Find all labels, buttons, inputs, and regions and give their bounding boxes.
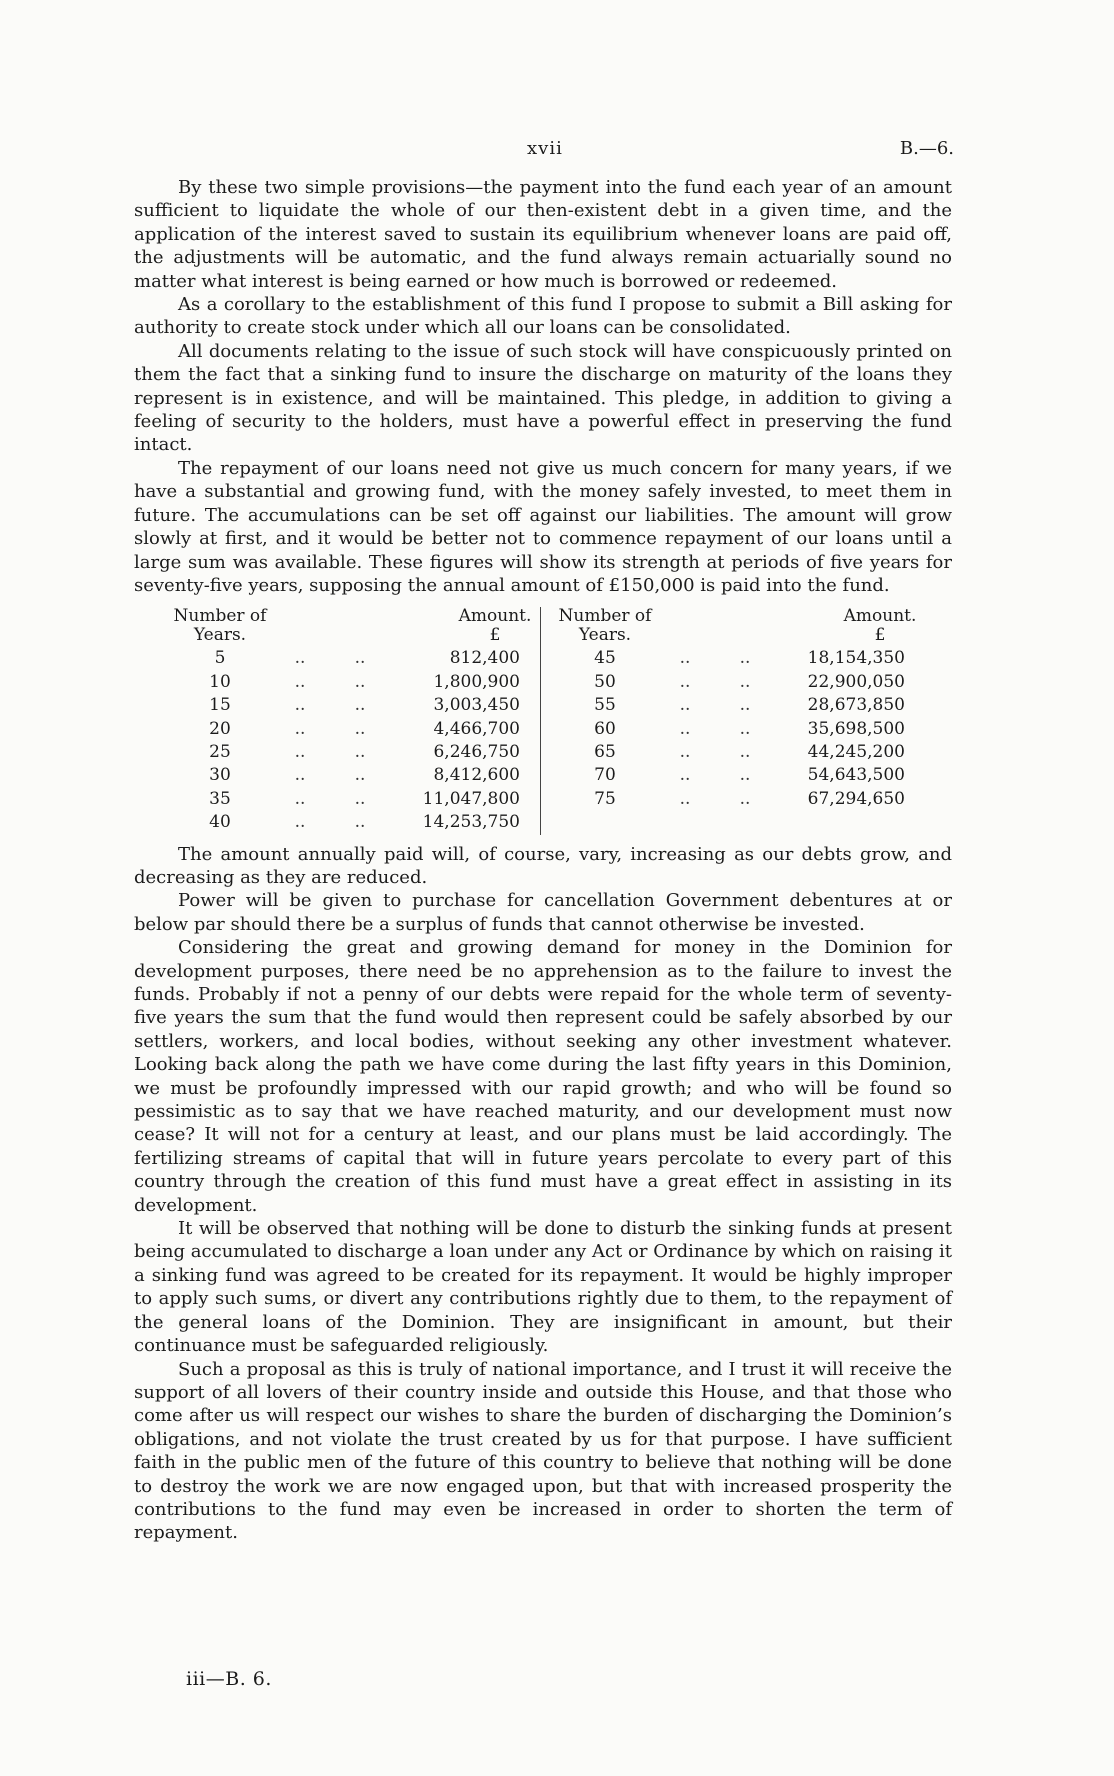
table-row — [555, 764, 925, 787]
fund-growth-table — [170, 607, 940, 834]
amount-cell: 35,698,500 — [807, 718, 905, 739]
leader-dot: .. — [354, 695, 366, 716]
paragraph: Such a proposal as this is truly of national importance, and I trust it will receive the support of all lovers of their country inside and outside this House, and that those who come after us will respect our wishes to share the burden of discharging the Dominion’s obligations, and not violate the trust created by us for that purpose. I have sufficient faith in the public men of the future of this country to believe that nothing will be done to destroy the work we are now engaged upon, but that with increased prosperity the contributions to the fund may even be increased in order to shorten the term of repayment. — [134, 1358, 952, 1544]
leader-dot: .. — [679, 671, 691, 692]
table-row — [555, 741, 925, 764]
years-cell: 70 — [594, 765, 616, 786]
paragraph: The repayment of our loans need not give us much concern for many years, if we have a substantial and growing fund, with the money safely invested, to meet them in future. The accumulations can be set off against our liabilities. The amount will grow slowly at first, and it would be better not to commence repayment of our loans until a large sum was available. These figures will show its strength at periods of five years for seventy-five years, supposing the annual amount of £150,000 is paid into the fund. — [134, 457, 952, 596]
years-cell: 75 — [594, 788, 616, 809]
paragraph: By these two simple provisions—the payment into the fund each year of an amount sufficient to liquidate the whole of our then-existent debt in a given time, and the application of the interest saved to sustain its equilibrium whenever loans are paid off, the adjustments will be automatic, and the fund always remain actuarially sound no matter what interest is being earned or how much is borrowed or redeemed. — [134, 177, 952, 292]
years-cell: 15 — [209, 695, 231, 716]
leader-dots — [270, 741, 390, 764]
paragraph: Power will be given to purchase for cancellation Government debentures at or below par should there be a surplus of funds that cannot otherwise be invested. — [134, 890, 952, 935]
years-cell: 65 — [594, 741, 616, 762]
leader-dot: .. — [354, 812, 366, 833]
years-cell: 10 — [209, 671, 231, 692]
leader-dot: .. — [739, 718, 751, 739]
table-row — [170, 811, 540, 834]
table-row — [170, 741, 540, 764]
leader-dot: .. — [294, 741, 306, 762]
header-years: Number of — [173, 606, 267, 627]
leader-dot: .. — [294, 695, 306, 716]
amount-cell: 54,643,500 — [807, 765, 905, 786]
leader-dot: .. — [679, 741, 691, 762]
table-left-column — [170, 607, 540, 834]
years-cell: 40 — [209, 812, 231, 833]
leader-dot: .. — [294, 812, 306, 833]
leader-dots — [270, 788, 390, 811]
page-header — [0, 138, 1114, 162]
amount-cell: 44,245,200 — [807, 741, 905, 762]
table-header — [170, 607, 540, 645]
footer-signature: iii—B. 6. — [186, 1668, 272, 1690]
leader-dot: .. — [354, 765, 366, 786]
amount-cell: 22,900,050 — [807, 671, 905, 692]
leader-dot: .. — [739, 765, 751, 786]
header-amount-sub: £ — [874, 625, 886, 646]
header-years-sub: Years. — [578, 625, 632, 646]
leader-dot: .. — [679, 765, 691, 786]
header-amount: Amount. — [843, 606, 917, 627]
amount-cell: 18,154,350 — [807, 648, 905, 669]
table-row — [555, 718, 925, 741]
table-rows-right — [555, 647, 925, 811]
leader-dot: .. — [739, 671, 751, 692]
amount-cell: 11,047,800 — [422, 788, 520, 809]
document-reference: B.—6. — [899, 138, 954, 159]
amount-cell: 8,412,600 — [433, 765, 520, 786]
leader-dots — [655, 694, 775, 717]
years-cell: 30 — [209, 765, 231, 786]
table-right-column — [540, 607, 925, 834]
leader-dots — [655, 647, 775, 670]
table-row — [555, 694, 925, 717]
amount-cell: 14,253,750 — [422, 812, 520, 833]
header-years-sub: Years. — [193, 625, 247, 646]
leader-dot: .. — [294, 765, 306, 786]
table-row — [555, 671, 925, 694]
amount-cell: 812,400 — [449, 648, 520, 669]
years-cell: 20 — [209, 718, 231, 739]
document-body — [134, 176, 952, 1545]
leader-dot: .. — [739, 741, 751, 762]
amount-cell: 28,673,850 — [807, 695, 905, 716]
leader-dot: .. — [294, 788, 306, 809]
table-row — [555, 647, 925, 670]
paragraph: All documents relating to the issue of such stock will have conspicuously printed on them the fact that a sinking fund to insure the discharge on maturity of the loans they represent is in existence, and will be maintained. This pledge, in addition to giving a feeling of security to the holders, must have a powerful effect in preserving the fund intact. — [134, 340, 952, 456]
leader-dot: .. — [679, 788, 691, 809]
leader-dot: .. — [294, 718, 306, 739]
years-cell: 50 — [594, 671, 616, 692]
leader-dot: .. — [679, 648, 691, 669]
header-amount: Amount. — [458, 606, 532, 627]
leader-dot: .. — [354, 741, 366, 762]
leader-dot: .. — [679, 695, 691, 716]
leader-dots — [655, 788, 775, 811]
amount-cell: 6,246,750 — [433, 741, 520, 762]
leader-dots — [270, 811, 390, 834]
leader-dots — [270, 718, 390, 741]
leader-dots — [270, 671, 390, 694]
table-row — [170, 764, 540, 787]
leader-dots — [655, 741, 775, 764]
table-rows-left — [170, 647, 540, 834]
header-years: Number of — [558, 606, 652, 627]
years-cell: 25 — [209, 741, 231, 762]
table-row — [170, 694, 540, 717]
table-row — [170, 647, 540, 670]
leader-dot: .. — [354, 671, 366, 692]
leader-dots — [655, 718, 775, 741]
leader-dot: .. — [294, 671, 306, 692]
leader-dot: .. — [679, 718, 691, 739]
table-header — [555, 607, 925, 645]
leader-dots — [655, 764, 775, 787]
leader-dot: .. — [354, 788, 366, 809]
header-amount-sub: £ — [489, 625, 501, 646]
leader-dot: .. — [294, 648, 306, 669]
table-row — [555, 788, 925, 811]
leader-dots — [270, 647, 390, 670]
leader-dot: .. — [739, 695, 751, 716]
years-cell: 60 — [594, 718, 616, 739]
leader-dot: .. — [739, 648, 751, 669]
amount-cell: 1,800,900 — [433, 671, 520, 692]
table-row — [170, 718, 540, 741]
table-row — [170, 788, 540, 811]
amount-cell: 67,294,650 — [807, 788, 905, 809]
years-cell: 35 — [209, 788, 231, 809]
paragraph: The amount annually paid will, of course, vary, increasing as our debts grow, and decreasing as they are reduced. — [134, 843, 952, 888]
leader-dots — [270, 764, 390, 787]
amount-cell: 3,003,450 — [433, 695, 520, 716]
table-row — [170, 671, 540, 694]
amount-cell: 4,466,700 — [433, 718, 520, 739]
leader-dot: .. — [354, 648, 366, 669]
page-number: xvii — [527, 138, 563, 159]
years-cell: 45 — [594, 648, 616, 669]
leader-dots — [655, 671, 775, 694]
leader-dots — [270, 694, 390, 717]
paragraph: As a corollary to the establishment of this fund I propose to submit a Bill asking for authority to create stock under which all our loans can be consolidated. — [134, 294, 952, 339]
leader-dot: .. — [354, 718, 366, 739]
paragraph: It will be observed that nothing will be done to disturb the sinking funds at present being accumulated to discharge a loan under any Act or Ordinance by which on raising it a sinking fund was agreed to be created for its repayment. It would be highly improper to apply such sums, or divert any contributions rightly due to them, to the repayment of the general loans of the Dominion. They are insignificant in amount, but their continuance must be safeguarded religiously. — [134, 1218, 952, 1357]
leader-dot: .. — [739, 788, 751, 809]
paragraph: Considering the great and growing demand for money in the Dominion for development purposes, there need be no apprehension as to the failure to invest the funds. Probably if not a penny of our debts were repaid for the whole term of seventy-five years the sum that the fund would then represent could be safely absorbed by our settlers, workers, and local bodies, without seeking any other investment whatever. Looking back along the path we have come during the last fifty years in this Dominion, we must be profoundly impressed with our rapid growth; and who will be found so pessimistic as to say that we have reached maturity, and our development must now cease? It will not for a century at least, and our plans must be laid accordingly. The fertilizing streams of capital that will in future years percolate to every part of this country through the creation of this fund must have a great effect in assisting in its development. — [134, 937, 952, 1216]
years-cell: 55 — [594, 695, 616, 716]
years-cell: 5 — [214, 648, 226, 669]
